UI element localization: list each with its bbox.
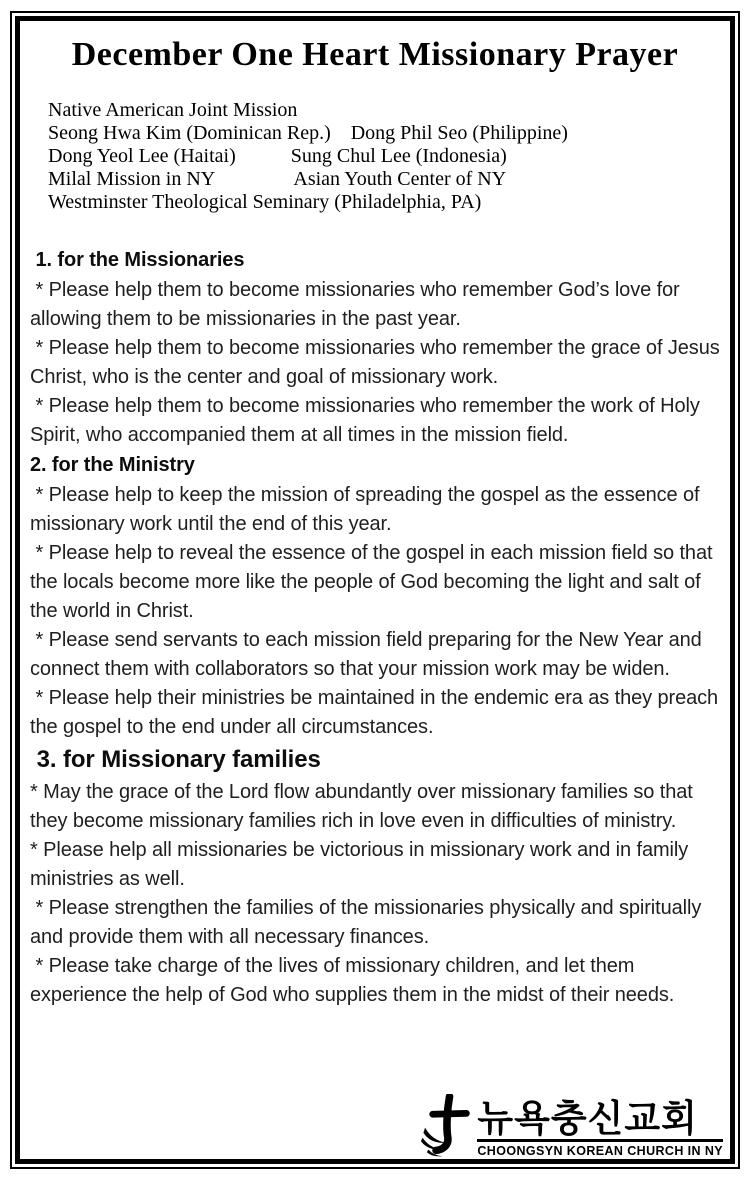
prayer-item: * Please help all missionaries be victorious in missionary work and in family ministries as well.: [30, 839, 694, 890]
mission-list-line: Native American Joint Mission: [48, 99, 298, 121]
prayer-item: * May the grace of the Lord flow abundantly over missionary families so that they become missionary families rich in love even in difficulties of ministry.: [30, 781, 699, 832]
prayer-content: [30, 245, 726, 1010]
prayer-item: * Please help them to become missionaries who remember the work of Holy Spirit, who accompanied them at all times in the mission field.: [30, 395, 706, 446]
mission-list-line: Dong Yeol Lee (Haitai) Sung Chul Lee (Indonesia): [48, 145, 507, 167]
mission-list-line: Milal Mission in NY Asian Youth Center of NY: [48, 168, 507, 190]
page-title: December One Heart Missionary Prayer: [71, 36, 679, 73]
church-logo: [414, 1094, 723, 1158]
section-heading-ministry: 2. for the Ministry: [30, 454, 195, 476]
cross-with-waves-icon: [420, 1094, 474, 1158]
section-heading-missionary-families: 3. for Missionary families: [30, 746, 321, 773]
prayer-item: * Please help to keep the mission of spreading the gospel as the essence of missionary work until the end of this year.: [30, 484, 705, 535]
mission-list: [48, 99, 720, 214]
church-name-english: CHOONGSYN KOREAN CHURCH IN NY: [477, 1139, 723, 1158]
prayer-item: * Please take charge of the lives of missionary children, and let them experience the help of God who supplies them in the midst of their needs.: [30, 955, 675, 1006]
prayer-item: * Please strengthen the families of the missionaries physically and spiritually and provide them with all necessary finances.: [30, 897, 707, 948]
section-heading-missionaries: 1. for the Missionaries: [30, 249, 245, 271]
church-name-korean: 뉴욕충신교회: [477, 1098, 698, 1139]
mission-list-line: Seong Hwa Kim (Dominican Rep.) Dong Phil Seo (Philippine): [48, 122, 568, 144]
page-outer-border: [10, 11, 740, 1169]
prayer-item: * Please send servants to each mission field preparing for the New Year and connect them with collaborators so that your mission work may be widen.: [30, 629, 708, 680]
prayer-item: * Please help them to become missionaries who remember God’s love for allowing them to be missionaries in the past year.: [30, 279, 686, 330]
church-logo-texts: [477, 1100, 723, 1158]
page-inner-border: [15, 16, 735, 1164]
prayer-item: * Please help them to become missionaries who remember the grace of Jesus Christ, who is the center and goal of missionary work.: [30, 337, 726, 388]
prayer-item: * Please help their ministries be maintained in the endemic era as they preach the gospel to the end under all circumstances.: [30, 687, 724, 738]
mission-list-line: Westminster Theological Seminary (Philadelphia, PA): [48, 191, 482, 213]
prayer-item: * Please help to reveal the essence of the gospel in each mission field so that the locals become more like the people of God becoming the light and salt of the world in Christ.: [30, 542, 718, 622]
